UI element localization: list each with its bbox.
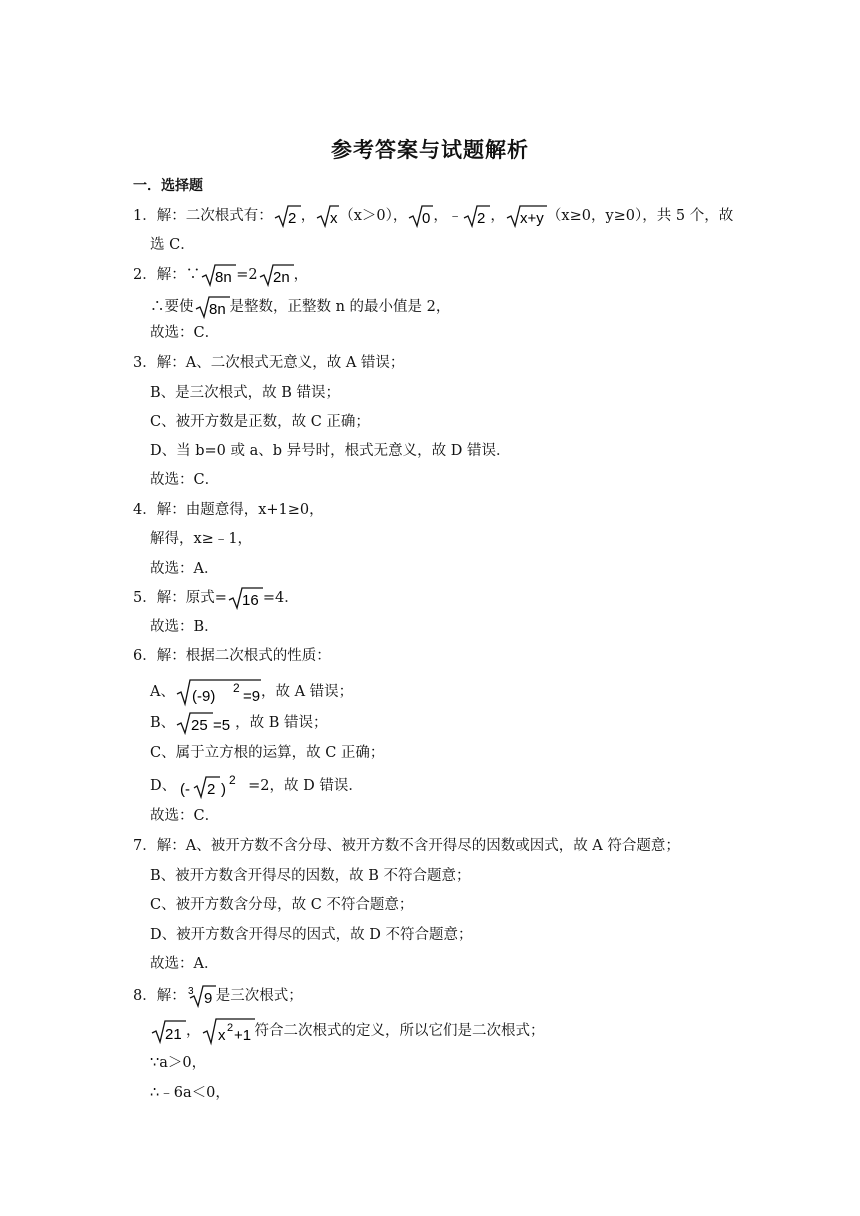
svg-text:2n: 2n bbox=[272, 269, 290, 286]
q1-line1: 1．解：二次根式有： 2 ， x （x＞0）， 0 ，﹣ 2 ， x+y （x≥0，y≥0），共 5 个，故 bbox=[133, 203, 733, 229]
svg-text:): ) bbox=[221, 781, 227, 798]
sqrt-16 bbox=[227, 585, 263, 611]
q6-line1: 6．解：根据二次根式的性质： bbox=[133, 648, 331, 664]
q5-line2: 故选：B． bbox=[150, 619, 219, 635]
svg-text:x: x bbox=[330, 210, 338, 227]
svg-text:(-9): (-9) bbox=[191, 688, 216, 705]
sqrt-0 bbox=[407, 203, 433, 229]
neg-sqrt2-squared bbox=[176, 772, 248, 800]
svg-text:+1: +1 bbox=[233, 1027, 251, 1044]
page-title: 参考答案与试题解析 bbox=[331, 138, 529, 162]
svg-text:2: 2 bbox=[229, 773, 236, 787]
q2-line3: 故选：C． bbox=[150, 325, 220, 341]
svg-text:x+y: x+y bbox=[519, 210, 544, 227]
q6-line5: D、 (- 2 ) 2 =2，故 D 错误． bbox=[150, 773, 363, 798]
q6-line6: 故选：C． bbox=[150, 808, 220, 824]
q7-line4: D、被开方数含开得尽的因式，故 D 不符合题意； bbox=[150, 927, 473, 943]
q4-line3: 故选：A． bbox=[150, 561, 219, 577]
sqrt-neg9-squared bbox=[175, 677, 261, 707]
sqrt-25 bbox=[175, 710, 235, 736]
q4-line2: 解得，x≥﹣1， bbox=[150, 531, 253, 547]
q3-line3: C、被开方数是正数，故 C 正确； bbox=[150, 414, 370, 430]
svg-text:0: 0 bbox=[422, 210, 431, 227]
svg-text:8n: 8n bbox=[215, 269, 232, 286]
q7-line3: C、被开方数含分母，故 C 不符合题意； bbox=[150, 897, 414, 913]
svg-text:3: 3 bbox=[187, 986, 194, 997]
q4-line1: 4．解：由题意得，x+1≥0， bbox=[133, 502, 324, 518]
q5-line1: 5．解：原式= 16 =4． bbox=[133, 585, 299, 611]
question-number: 2． bbox=[133, 267, 157, 283]
q3-line2: B、是三次根式，故 B 错误； bbox=[150, 385, 341, 401]
svg-text:2: 2 bbox=[207, 781, 216, 798]
sqrt-x bbox=[315, 203, 339, 229]
svg-text:(-: (- bbox=[180, 781, 191, 798]
sqrt-2 bbox=[273, 203, 301, 229]
svg-text:=5: =5 bbox=[213, 717, 231, 734]
sqrt-8n bbox=[200, 262, 236, 288]
q3-line4: D、当 b=0 或 a、b 异号时，根式无意义，故 D 错误． bbox=[150, 443, 511, 459]
svg-text:2: 2 bbox=[232, 681, 240, 695]
q6-line4: C、属于立方根的运算，故 C 正确； bbox=[150, 745, 385, 761]
q6-line2: A、 (-9) 2 =9 ，故 A 错误； bbox=[150, 677, 353, 707]
q8-line4: ∴﹣6a＜0， bbox=[150, 1085, 230, 1101]
svg-text:2: 2 bbox=[287, 210, 297, 227]
section-heading: 一．选择题 bbox=[133, 178, 203, 194]
svg-text:25: 25 bbox=[191, 717, 208, 734]
svg-text:2: 2 bbox=[477, 210, 486, 227]
sqrt-x-plus-y bbox=[505, 203, 547, 229]
q7-line1: 7．解：A、被开方数不含分母、被开方数不含开得尽的因数或因式，故 A 符合题意； bbox=[133, 838, 680, 854]
svg-text:2: 2 bbox=[226, 1022, 233, 1034]
q3-line5: 故选：C． bbox=[150, 472, 220, 488]
svg-text:21: 21 bbox=[165, 1026, 182, 1043]
sqrt-x2-plus-1 bbox=[201, 1016, 255, 1046]
q8-line2: 21 ， x 2 +1 符合二次根式的定义，所以它们是二次根式； bbox=[150, 1016, 545, 1046]
q7-line2: B、被开方数含开得尽的因数，故 B 不符合题意； bbox=[150, 868, 471, 884]
q8-line1: 8．解： 3 9 是三次根式； bbox=[133, 983, 303, 1009]
q3-line1: 3．解：A、二次根式无意义，故 A 错误； bbox=[133, 355, 405, 371]
sqrt-2b bbox=[462, 203, 490, 229]
svg-text:16: 16 bbox=[241, 592, 259, 609]
q7-line5: 故选：A． bbox=[150, 956, 219, 972]
q1-line2: 选 C． bbox=[150, 237, 195, 253]
svg-text:x: x bbox=[217, 1027, 225, 1044]
sqrt-8n-b bbox=[194, 294, 230, 320]
q6-line3: B、 25 =5 ，故 B 错误； bbox=[150, 710, 328, 736]
sqrt-2n bbox=[258, 262, 294, 288]
svg-text:8n: 8n bbox=[208, 301, 226, 318]
q1-text: 解：二次根式有： bbox=[156, 208, 273, 224]
sqrt-21 bbox=[150, 1017, 186, 1045]
question-number: 1． bbox=[133, 208, 157, 224]
q2-line2: ∴要使 8n 是整数，正整数 n 的最小值是 2， bbox=[150, 294, 450, 320]
q2-line1: 2．解：∵ 8n =2 2n ， bbox=[133, 262, 308, 288]
svg-text:=9: =9 bbox=[242, 688, 261, 705]
q8-line3: ∵a＞0， bbox=[150, 1055, 207, 1071]
cube-root-9 bbox=[186, 983, 216, 1009]
svg-text:9: 9 bbox=[203, 990, 213, 1007]
